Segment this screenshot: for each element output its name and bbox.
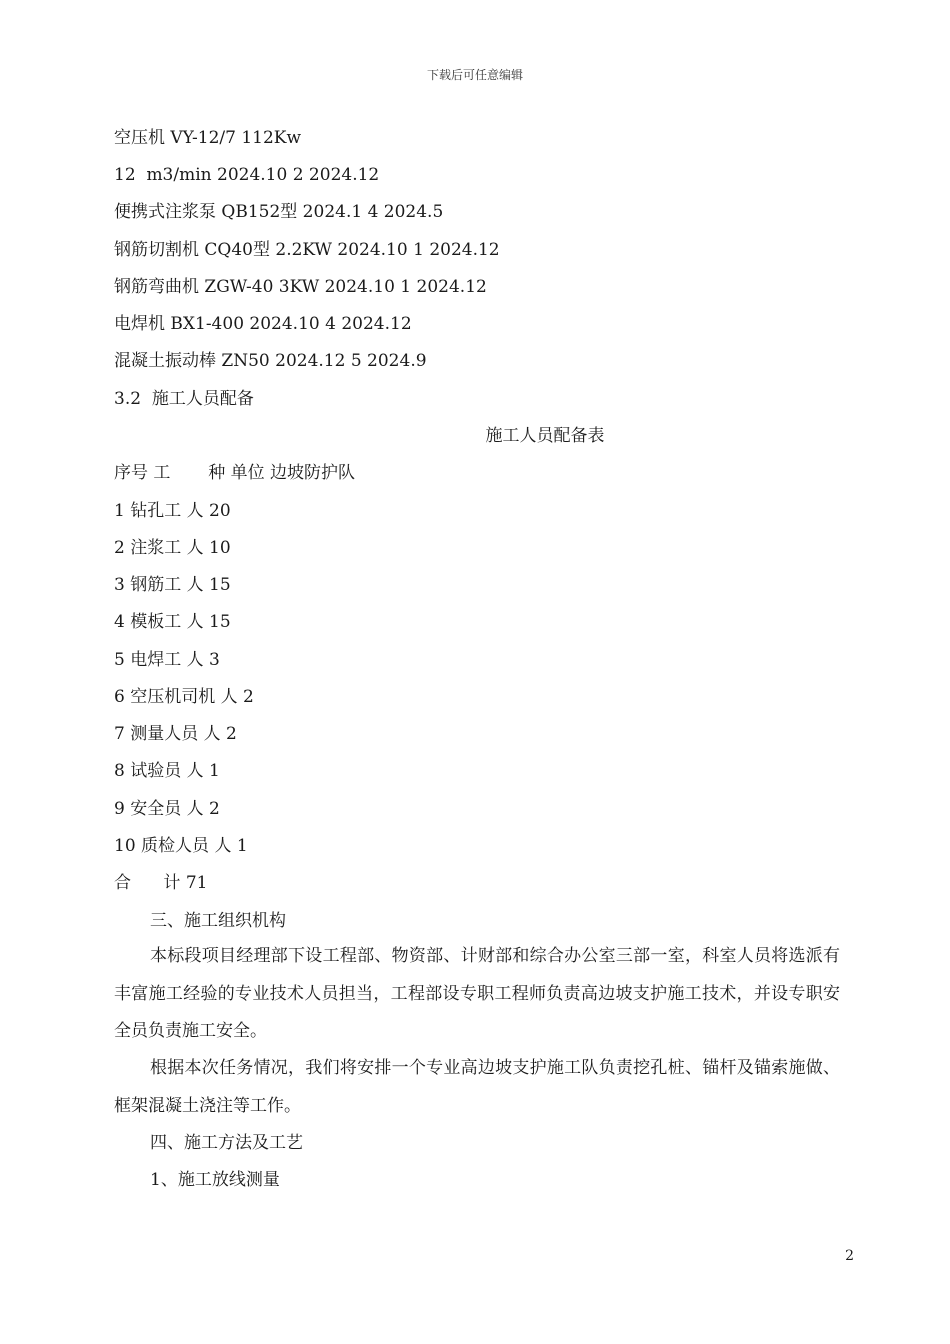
staff-row: 10 质检人员 人 1 bbox=[114, 836, 248, 856]
page-header: 下载后可任意编辑 bbox=[426, 68, 523, 82]
equipment-line: 空压机 VY-12/7 112Kw bbox=[114, 128, 302, 148]
equipment-line: 便携式注浆泵 QB152型 2024.1 4 2024.5 bbox=[114, 202, 444, 222]
equipment-line: 钢筋弯曲机 ZGW-40 3KW 2024.10 1 2024.12 bbox=[114, 277, 487, 297]
staff-row: 9 安全员 人 2 bbox=[114, 799, 220, 819]
page-number: 2 bbox=[845, 1248, 854, 1264]
section-heading: 3.2 施工人员配备 bbox=[114, 389, 254, 409]
staff-row: 8 试验员 人 1 bbox=[114, 761, 220, 781]
staff-row: 4 模板工 人 15 bbox=[114, 612, 231, 632]
subsection-heading: 1、施工放线测量 bbox=[150, 1170, 280, 1190]
section-heading: 三、施工组织机构 bbox=[150, 911, 286, 931]
equipment-line: 12 m3/min 2024.10 2 2024.12 bbox=[114, 165, 380, 185]
equipment-line: 钢筋切割机 CQ40型 2.2KW 2024.10 1 2024.12 bbox=[114, 240, 500, 260]
paragraph: 本标段项目经理部下设工程部、物资部、计财部和综合办公室三部一室，科室人员将选派有丰富施工经验的专业技术人员担当，工程部设专职工程师负责高边坡支护施工技术，并设专职安全员负责施工安全。 bbox=[114, 946, 840, 1041]
paragraph: 根据本次任务情况，我们将安排一个专业高边坡支护施工队负责挖孔桩、锚杆及锚索施做、框架混凝土浇注等工作。 bbox=[114, 1058, 840, 1116]
staff-row: 2 注浆工 人 10 bbox=[114, 538, 231, 558]
table-title: 施工人员配备表 bbox=[485, 426, 605, 446]
staff-row: 6 空压机司机 人 2 bbox=[114, 687, 254, 707]
equipment-line: 混凝土振动棒 ZN50 2024.12 5 2024.9 bbox=[114, 351, 427, 371]
section-heading: 四、施工方法及工艺 bbox=[150, 1133, 303, 1153]
staff-row: 3 钢筋工 人 15 bbox=[114, 575, 231, 595]
equipment-line: 电焊机 BX1-400 2024.10 4 2024.12 bbox=[114, 314, 412, 334]
staff-row: 1 钻孔工 人 20 bbox=[114, 501, 231, 521]
staff-row: 7 测量人员 人 2 bbox=[114, 724, 237, 744]
table-header: 序号 工 种 单位 边坡防护队 bbox=[114, 463, 356, 483]
total-row: 合 计 71 bbox=[114, 873, 208, 893]
staff-row: 5 电焊工 人 3 bbox=[114, 650, 220, 670]
